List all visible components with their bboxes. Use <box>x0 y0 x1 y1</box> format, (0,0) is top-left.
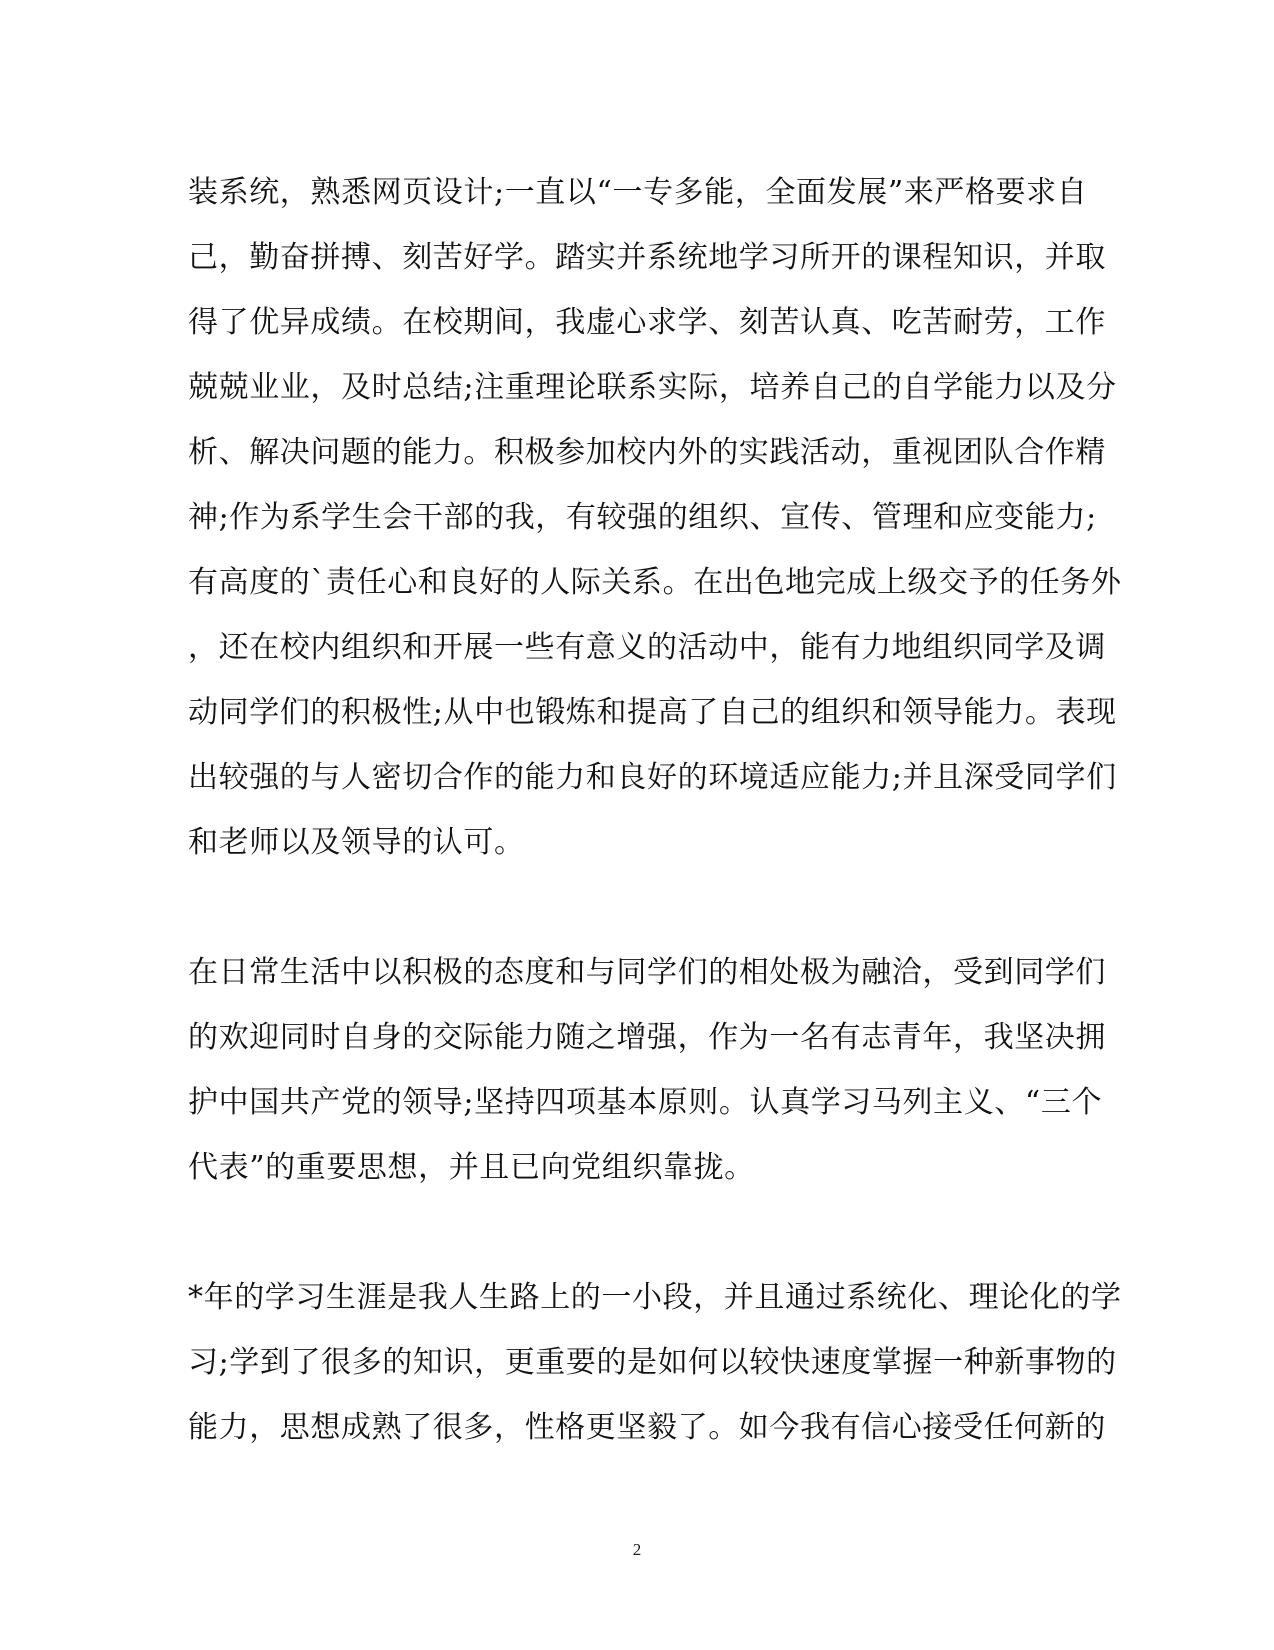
text-line: 神;作为系学生会干部的我，有较强的组织、宣传、管理和应变能力; <box>188 500 1097 535</box>
text-line: ，还在校内组织和开展一些有意义的活动中，能有力地组织同学及调 <box>188 630 1106 665</box>
text-line: 出较强的与人密切合作的能力和良好的环境适应能力;并且深受同学们 <box>188 760 1117 795</box>
paragraph-3 <box>188 1265 1122 1460</box>
text-line: 装系统，熟悉网页设计;一直以“一专多能，全面发展”来严格要求自 <box>188 175 1088 210</box>
text-line: 得了优异成绩。在校期间，我虚心求学、刻苦认真、吃苦耐劳，工作 <box>188 305 1106 340</box>
text-line: 在日常生活中以积极的态度和与同学们的相处极为融洽，受到同学们 <box>188 955 1106 990</box>
page-number: 2 <box>632 1540 642 1559</box>
text-line: 动同学们的积极性;从中也锻炼和提高了自己的组织和领导能力。表现 <box>188 695 1117 730</box>
text-line: 析、解决问题的能力。积极参加校内外的实践活动，重视团队合作精 <box>188 435 1106 470</box>
text-line: *年的学习生涯是我人生路上的一小段，并且通过系统化、理论化的学 <box>188 1280 1122 1315</box>
text-line: 习;学到了很多的知识，更重要的是如何以较快速度掌握一种新事物的 <box>188 1345 1117 1380</box>
text-line: 兢兢业业，及时总结;注重理论联系实际，培养自己的自学能力以及分 <box>188 370 1117 405</box>
paragraph-gap <box>188 1200 1088 1265</box>
paragraph-1 <box>188 160 1122 875</box>
text-line: 有高度的`责任心和良好的人际关系。在出色地完成上级交予的任务外 <box>188 565 1122 600</box>
text-line: 代表”的重要思想，并且已向党组织靠拢。 <box>188 1150 755 1185</box>
text-line: 己，勤奋拼搏、刻苦好学。踏实并系统地学习所开的课程知识，并取 <box>188 240 1106 275</box>
text-line: 和老师以及领导的认可。 <box>188 825 525 860</box>
paragraph-2 <box>188 940 1106 1200</box>
text-line: 能力，思想成熟了很多，性格更坚毅了。如今我有信心接受任何新的 <box>188 1410 1106 1445</box>
text-line: 的欢迎同时自身的交际能力随之增强，作为一名有志青年，我坚决拥 <box>188 1020 1106 1055</box>
paragraph-gap <box>188 875 1088 940</box>
text-line: 护中国共产党的领导;坚持四项基本原则。认真学习马列主义、“三个 <box>188 1085 1103 1120</box>
document-body <box>188 160 1122 1460</box>
